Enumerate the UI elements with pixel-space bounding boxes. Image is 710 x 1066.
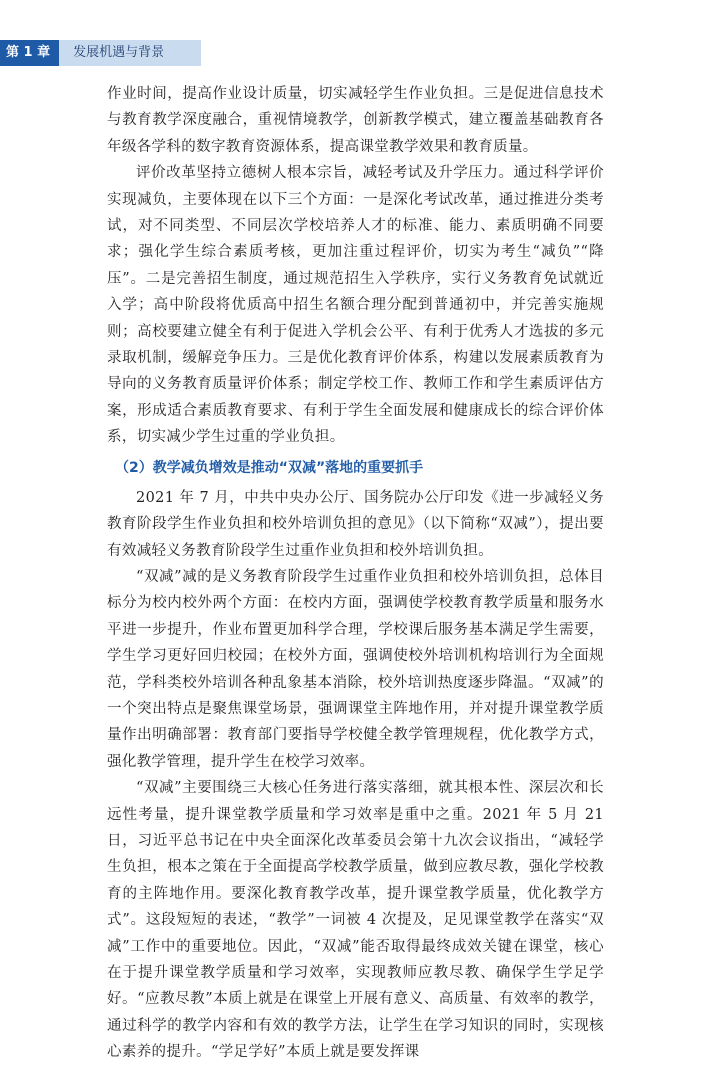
paragraph-continuation: 作业时间，提高作业设计质量，切实减轻学生作业负担。三是促进信息技术与教育教学深度融合，重视情境教学，创新教学模式，建立覆盖基础教育各年级各学科的数字教育资源体系，提高课堂教学效果和教育质量。 — [107, 86, 604, 155]
paragraph-double-reduction-goals: “双减”减的是义务教育阶段学生过重作业负担和校外培训负担，总体目标分为校内校外两个方面：在校内方面，强调使学校教育教学质量和服务水平进一步提升，作业布置更加科学合理，学校课后服务基本满足学生需要，学生学习更好回归校园；在校外方面，强调使校外培训机构培训行为全面规范，学科类校外培训各种乱象基本消除，校外培训热度逐步降温。“双减”的一个突出特点是聚焦课堂场景，强调课堂主阵地作用，并对提升课堂教学质量作出明确部署：教育部门要指导学校健全教学管理规程，优化教学方式，强化教学管理，提升学生在校学习效率。 — [107, 568, 604, 770]
chapter-number-tag: 第 1 章 — [0, 40, 59, 66]
chapter-header — [0, 40, 201, 66]
paragraph-double-reduction-policy: 2021 年 7 月，中共中央办公厅、国务院办公厅印发《进一步减轻义务教育阶段学生作业负担和校外培训负担的意见》（以下简称“双减”），提出要有效减轻义务教育阶段学生过重作业负担和校外培训负担。 — [107, 489, 604, 559]
chapter-title: 发展机遇与背景 — [59, 40, 201, 66]
paragraph-classroom-teaching: “双减”主要围绕三大核心任务进行落实落细，就其根本性、深层次和长远性考量，提升课堂教学质量和学习效率是重中之重。2021 年 5 月 21 日，习近平总书记在中央全面深化改革委员会第十九次会议指出，“减轻学生负担，根本之策在于全面提高学校教学质量，做到应教尽教，强化学校教育的主阵地作用。要深化教育教学改革，提升课堂教学质量，优化教学方式”。这段短短的表述，“教学”一词被 4 次提及，足见课堂教学在落实“双减”工作中的重要地位。因此，“双减”能否取得最终成效关键在课堂，核心在于提升课堂教学质量和学习效率，实现教师应教尽教、确保学生学足学好。“应教尽教”本质上就是在课堂上开展有意义、高质量、有效率的教学，通过科学的教学内容和有效的教学方法，让学生在学习知识的同时，实现核心素养的提升。“学足学好”本质上就是要发挥课 — [107, 780, 604, 1061]
paragraph-evaluation-reform: 评价改革坚持立德树人根本宗旨，减轻考试及升学压力。通过科学评价实现减负，主要体现在以下三个方面：一是深化考试改革，通过推进分类考试，对不同类型、不同层次学校培养人才的标准、能力、素质明确不同要求；强化学生综合素质考核，更加注重过程评价，切实为考生“减负”“降压”。二是完善招生制度，通过规范招生入学秩序，实行义务教育免试就近入学；高中阶段将优质高中招生名额合理分配到普通初中，并完善实施规则；高校要建立健全有利于促进入学机会公平、有利于优秀人才选拔的多元录取机制，缓解竞争压力。三是优化教育评价体系，构建以发展素质教育为导向的义务教育质量评价体系；制定学校工作、教师工作和学生素质评估方案，形成适合素质教育要求、有利于学生全面发展和健康成长的综合评价体系，切实减少学生过重的学业负担。 — [107, 165, 604, 446]
section-heading: （2）教学减负增效是推动“双减”落地的重要抓手 — [115, 459, 424, 476]
page-body — [107, 81, 604, 1066]
